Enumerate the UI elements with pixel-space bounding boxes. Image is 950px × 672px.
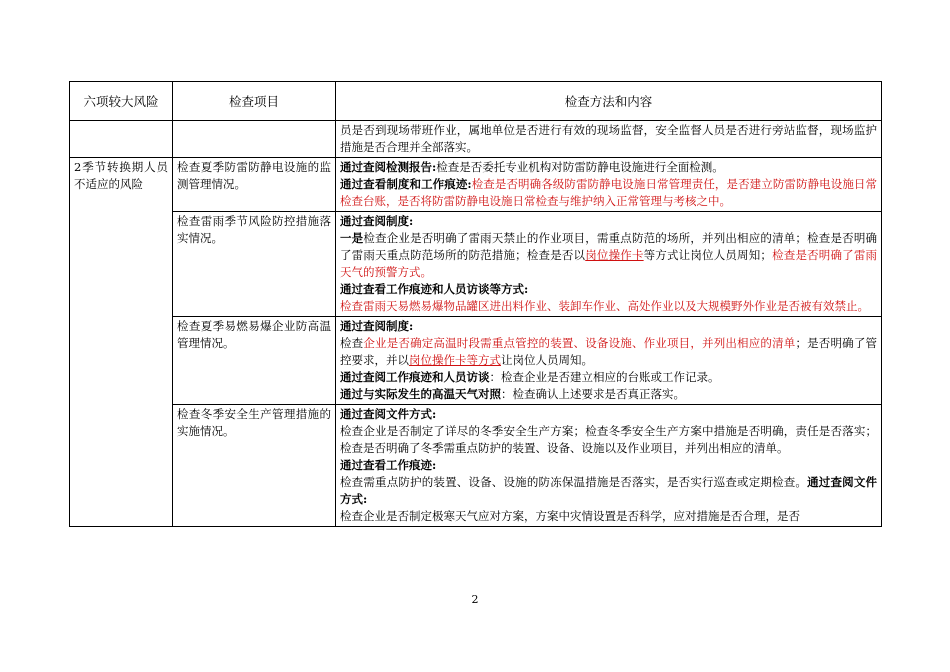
table-row [70,158,882,212]
method-cell [336,158,882,212]
check-item-cell [173,212,336,317]
method-heading: 通过查阅制度: [340,319,414,333]
item-cell-empty [173,121,336,158]
method-heading: 通过查阅文件方式: [340,407,437,421]
method-text: 检查是否委托专业机构对防雷防静电设施进行全面检测。 [436,160,724,174]
check-item-cell [173,317,336,405]
table-row [70,212,882,317]
check-item-cell [173,405,336,527]
table-row [70,405,882,527]
method-line [340,386,877,403]
method-paragraph [340,230,877,281]
method-text: 检查 [340,336,364,350]
method-heading: 通过查阅文件方式: [340,475,877,506]
method-emphasis: 一是 [340,231,364,245]
method-line [340,176,877,210]
method-text-highlight: 检查是否明确了雷雨天气的预警方式。 [340,248,878,279]
method-heading: 通过查看制度和工作痕迹: [340,177,472,191]
method-text: ：检查企业是否建立相应的台账或工作记录。 [489,370,720,384]
risk-label: 2季节转换期人员不适应的风险 [74,160,168,191]
risk-check-table [69,81,882,527]
method-heading: 通过查阅检测报告: [340,160,437,174]
check-item-title: 检查夏季易燃易爆企业防高温管理情况。 [177,319,331,350]
risk-cell-empty [70,121,173,158]
method-text: 让岗位人员周知。 [501,353,593,367]
method-heading: 通过查阅工作痕迹和人员访谈 [340,370,490,384]
method-text: 检查企业是否明确了雷雨天禁止的作业项目，需重点防范的场所，并列出相应的清单；检查是否明确了雷雨天重点防范场所的防范措施；检查是否以 [340,231,877,262]
method-cell [336,121,882,158]
page-number: 2 [471,593,479,606]
method-text: ：检查确认上述要求是否真正落实。 [501,387,685,401]
method-line [340,369,877,386]
method-heading: 通过与实际发生的高温天气对照 [340,387,501,401]
method-line [340,474,877,508]
method-heading: 通过查看工作痕迹和人员访谈等方式: [340,282,529,296]
method-cell [336,405,882,527]
check-item-title: 检查夏季防雷防静电设施的监测管理情况。 [177,160,331,191]
method-text: ；是否明确了管控要求，并以 [340,336,878,367]
table-row [70,121,882,158]
risk-cell [70,158,173,527]
method-line [340,159,877,176]
header-risk: 六项较大风险 [70,82,173,121]
check-item-cell [173,158,336,212]
method-paragraph [340,335,877,369]
method-text: 检查企业是否制定极寒天气应对方案，方案中灾情设置是否科学，应对措施是否合理，是否 [340,509,800,523]
method-cell [336,317,882,405]
check-item-title: 检查雷雨季节风险防控措施落实情况。 [177,214,331,245]
method-text: 等方式让岗位人员周知； [643,248,772,262]
header-check-item: 检查项目 [173,82,336,121]
method-text-highlight: 企业是否确定高温时段需重点管控的装置、设备设施、作业项目，并列出相应的清单 [363,336,796,350]
header-method: 检查方法和内容 [336,82,882,121]
method-heading: 通过查阅制度: [340,214,414,228]
method-text-highlight: 检查雷雨天易燃易爆物品罐区进出料作业、装卸车作业、高处作业以及大规模野外作业是否被有效禁止。 [340,299,869,313]
method-text-highlight: 岗位操作卡 [585,248,644,262]
continued-text: 员是否到现场带班作业，属地单位是否进行有效的现场监督，安全监督人员是否进行旁站监督，现场监护措施是否合理并全部落实。 [340,123,877,154]
table-header-row [70,82,882,121]
method-heading: 通过查看工作痕迹: [340,458,437,472]
method-text-highlight: 检查是否明确各级防雷防静电设施日常管理责任，是否建立防雷防静电设施日常检查台账，是否将防雷防静电设施日常检查与维护纳入正常管理与考核之中。 [340,177,877,208]
table-row [70,317,882,405]
check-item-title: 检查冬季安全生产管理措施的实施情况。 [177,407,331,438]
method-cell [336,212,882,317]
method-text: 检查企业是否制定了详尽的冬季安全生产方案；检查冬季安全生产方案中措施是否明确，责任是否落实；检查是否明确了冬季需重点防护的装置、设备、设施以及作业项目，并列出相应的清单。 [340,424,877,455]
method-text-highlight: 岗位操作卡等方式 [409,353,501,367]
method-text: 检查需重点防护的装置、设备、设施的防冻保温措施是否落实，是否实行巡查或定期检查。 [340,475,808,489]
